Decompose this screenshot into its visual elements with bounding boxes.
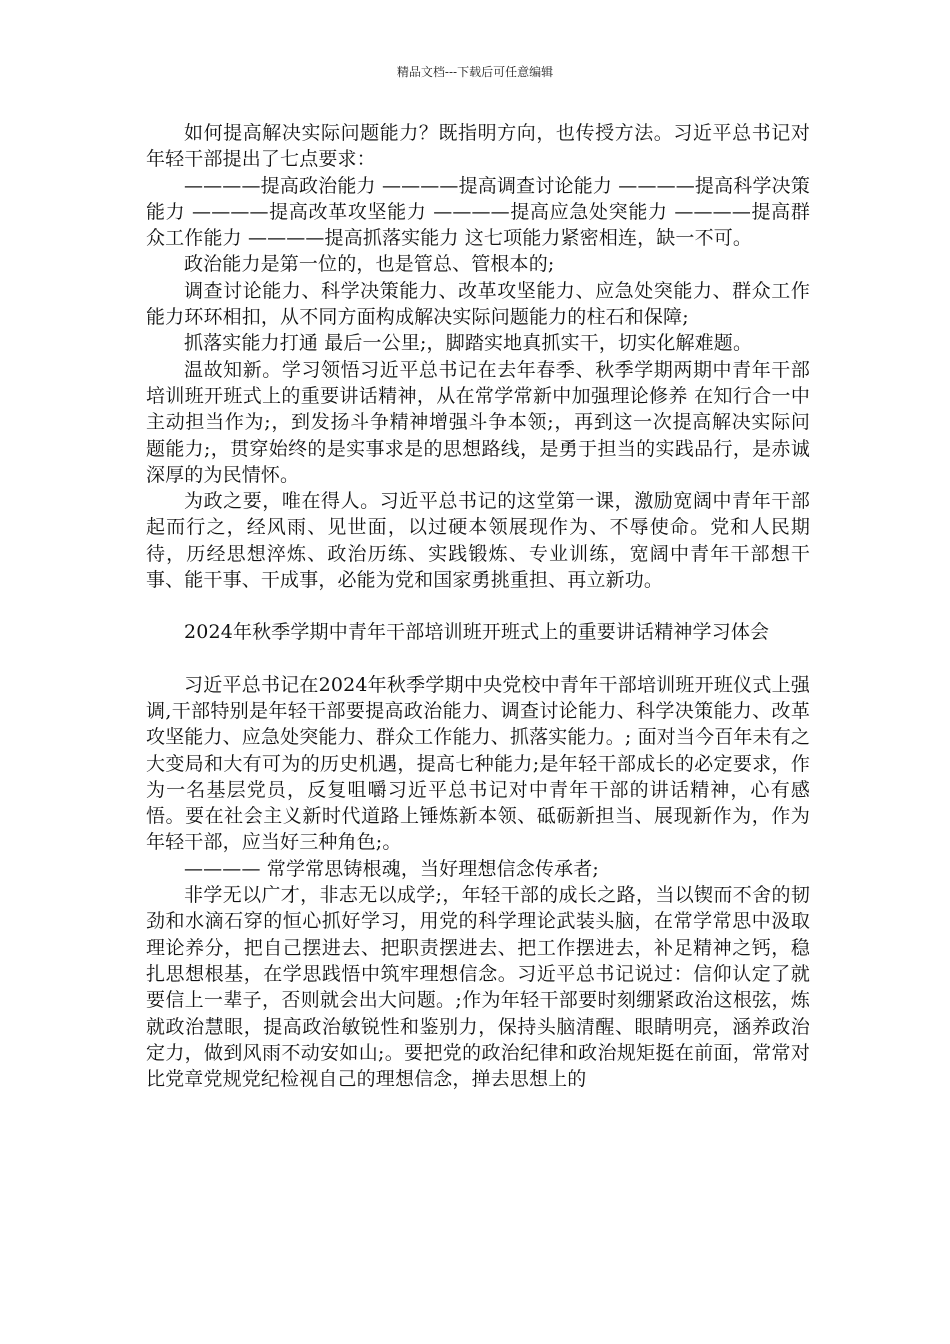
section-heading-ideals: ———— 常学常思铸根魂，当好理想信念传承者;: [184, 857, 599, 880]
document-body: [146, 120, 810, 1092]
paragraph-governance: 为政之要，唯在得人。习近平总书记的这堂第一课，激励宽阔中青年干部起而行之，经风雨、见世面，以过硬本领展现作为、不辱使命。党和人民期待，历经思想淬炼、政治历练、实践锻炼、专业训练，宽阔中青年干部想干事、能干事、干成事，必能为党和国家勇挑重担、再立新功。: [146, 490, 810, 592]
paragraph-implementation-ability: 抓落实能力打通 最后一公里;，脚踏实地真抓实干，切实化解难题。: [184, 332, 753, 355]
paragraph-political-ability: 政治能力是第一位的，也是管总、管根本的;: [184, 253, 555, 276]
paragraph-seven-abilities: ————提高政治能力 ————提高调查讨论能力 ————提高科学决策能力 ————提高改革攻坚能力 ————提高应急处突能力 ————提高群众工作能力 ————提高抓落实能力 这七项能力紧密相连，缺一不可。: [146, 174, 810, 250]
paragraph-study: 非学无以广才，非志无以成学;，年轻干部的成长之路，当以锲而不舍的韧劲和水滴石穿的恒心抓好学习，用党的科学理论武装头脑，在常学常思中汲取理论养分，把自己摆进去、把职责摆进去、把工作摆进去，补足精神之钙，稳扎思想根基，在学思践悟中筑牢理想信念。习近平总书记说过：信仰认定了就要信上一辈子，否则就会出大问题。;作为年轻干部要时刻绷紧政治这根弦，炼就政治慧眼，提高政治敏锐性和鉴别力，保持头脑清醒、眼睛明亮，涵养政治定力，做到风雨不动安如山;。要把党的政治纪律和政治规矩挺在前面，常常对比党章党规党纪检视自己的理想信念，掸去思想上的: [146, 884, 810, 1091]
paragraph-speech-summary: 习近平总书记在2024年秋季学期中央党校中青年干部培训班开班仪式上强调,干部特别是年轻干部要提高政治能力、调查讨论能力、科学决策能力、改革攻坚能力、应急处突能力、群众工作能力、抓落实能力。; 面对当今百年未有之大变局和大有可为的历史机遇，提高七种能力;是年轻干部成长的必定要求，作为一名基层党员，反复咀嚼习近平总书记对中青年干部的讲话精神，心有感悟。要在社会主义新时代道路上锤炼新本领、砥砺新担当、展现新作为，作为年轻干部，应当好三种角色;。: [146, 673, 810, 854]
paragraph-interlinked-abilities: 调查讨论能力、科学决策能力、改革攻坚能力、应急处突能力、群众工作能力环环相扣，从不同方面构成解决实际问题能力的柱石和保障;: [146, 279, 810, 329]
page-header: 精品文档---下载后可任意编辑: [396, 65, 554, 79]
paragraph-review: 温故知新。学习领悟习近平总书记在去年春季、秋季学期两期中青年干部培训班开班式上的重要讲话精神，从在常学常新中加强理论修养 在知行合一中主动担当作为;，到发扬斗争精神增强斗争本领;，再到这一次提高解决实际问题能力;，贯穿始终的是实事求是的思想路线，是勇于担当的实践品行，是赤诚深厚的为民情怀。: [146, 358, 810, 486]
article-title: 2024年秋季学期中青年干部培训班开班式上的重要讲话精神学习体会: [184, 621, 770, 644]
paragraph-intro: 如何提高解决实际问题能力？既指明方向，也传授方法。习近平总书记对年轻干部提出了七点要求：: [146, 122, 810, 171]
